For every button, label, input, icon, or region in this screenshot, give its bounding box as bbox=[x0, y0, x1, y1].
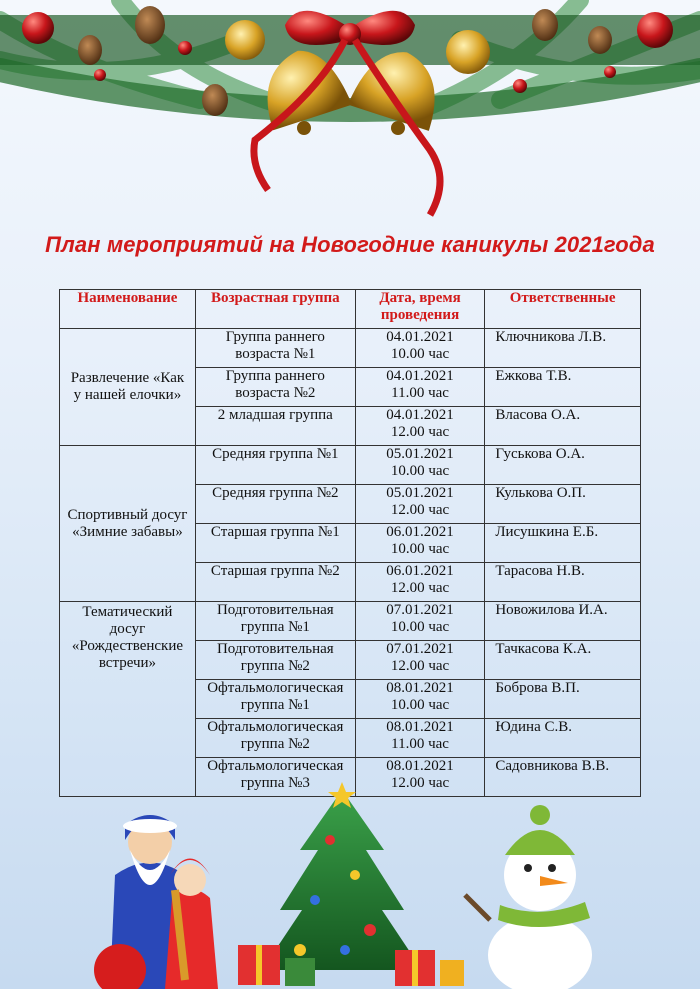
event-time: 11.00 час bbox=[391, 385, 449, 401]
age-group: Средняя группа №2 bbox=[195, 485, 355, 524]
age-group: Группа раннего возраста №2 bbox=[195, 368, 355, 407]
event-name: Тематический досуг «Рождественские встречи» bbox=[60, 602, 196, 797]
age-group: Группа раннего возраста №1 bbox=[195, 329, 355, 368]
table-header-row bbox=[60, 290, 641, 329]
event-name: Развлечение «Как у нашей елочки» bbox=[60, 329, 196, 446]
event-date: 06.01.2021 bbox=[386, 563, 454, 579]
date-time bbox=[355, 602, 485, 641]
responsible: Тачкасова К.А. bbox=[485, 641, 641, 680]
snowman-icon bbox=[465, 805, 592, 989]
date-time bbox=[355, 329, 485, 368]
header-group: Возрастная группа bbox=[195, 290, 355, 329]
responsible: Ежкова Т.В. bbox=[485, 368, 641, 407]
event-time: 10.00 час bbox=[390, 463, 450, 479]
responsible: Ключникова Л.В. bbox=[485, 329, 641, 368]
event-time: 12.00 час bbox=[390, 424, 450, 440]
date-time bbox=[355, 446, 485, 485]
event-date: 07.01.2021 bbox=[386, 602, 454, 618]
event-time: 12.00 час bbox=[390, 775, 450, 791]
responsible: Кулькова О.П. bbox=[485, 485, 641, 524]
date-time bbox=[355, 641, 485, 680]
age-group: Подготовительная группа №1 bbox=[195, 602, 355, 641]
page-title: План мероприятий на Новогодние каникулы 2021года bbox=[45, 232, 655, 257]
events-table bbox=[59, 289, 641, 797]
date-time bbox=[355, 563, 485, 602]
event-time: 12.00 час bbox=[390, 580, 450, 596]
event-time: 12.00 час bbox=[390, 502, 450, 518]
responsible: Лисушкина Е.Б. bbox=[485, 524, 641, 563]
date-time bbox=[355, 407, 485, 446]
event-date: 04.01.2021 bbox=[386, 368, 454, 384]
event-date: 06.01.2021 bbox=[386, 524, 454, 540]
date-time bbox=[355, 524, 485, 563]
age-group: Офтальмологическая группа №2 bbox=[195, 719, 355, 758]
age-group: Средняя группа №1 bbox=[195, 446, 355, 485]
date-time bbox=[355, 680, 485, 719]
event-time: 12.00 час bbox=[390, 658, 450, 674]
date-time bbox=[355, 368, 485, 407]
event-date: 05.01.2021 bbox=[386, 485, 454, 501]
responsible: Гуськова О.А. bbox=[485, 446, 641, 485]
table-row bbox=[60, 602, 641, 641]
header-responsible: Ответственные bbox=[485, 290, 641, 329]
header-name: Наименование bbox=[60, 290, 196, 329]
event-name: Спортивный досуг «Зимние забавы» bbox=[60, 446, 196, 602]
event-time: 10.00 час bbox=[390, 346, 450, 362]
table-row bbox=[60, 446, 641, 485]
christmas-garland-decoration bbox=[0, 0, 700, 240]
event-date: 04.01.2021 bbox=[386, 329, 454, 345]
event-time: 10.00 час bbox=[390, 619, 450, 635]
responsible: Садовникова В.В. bbox=[485, 758, 641, 797]
christmas-tree-icon bbox=[262, 782, 422, 970]
responsible: Тарасова Н.В. bbox=[485, 563, 641, 602]
pine-branches bbox=[0, 0, 700, 110]
event-time: 10.00 час bbox=[390, 697, 450, 713]
age-group: Старшая группа №1 bbox=[195, 524, 355, 563]
event-date: 08.01.2021 bbox=[386, 680, 454, 696]
responsible: Власова О.А. bbox=[485, 407, 641, 446]
header-date: Дата, время проведения bbox=[355, 290, 485, 329]
table-row bbox=[60, 329, 641, 368]
date-time bbox=[355, 719, 485, 758]
event-date: 04.01.2021 bbox=[386, 407, 454, 423]
event-date: 05.01.2021 bbox=[386, 446, 454, 462]
date-time bbox=[355, 485, 485, 524]
age-group: Офтальмологическая группа №3 bbox=[195, 758, 355, 797]
responsible: Юдина С.В. bbox=[485, 719, 641, 758]
age-group: Подготовительная группа №2 bbox=[195, 641, 355, 680]
responsible: Новожилова И.А. bbox=[485, 602, 641, 641]
age-group: Офтальмологическая группа №1 bbox=[195, 680, 355, 719]
age-group: Старшая группа №2 bbox=[195, 563, 355, 602]
event-date: 08.01.2021 bbox=[386, 758, 454, 774]
event-time: 11.00 час bbox=[391, 736, 449, 752]
responsible: Боброва В.П. bbox=[485, 680, 641, 719]
event-date: 07.01.2021 bbox=[386, 641, 454, 657]
event-time: 10.00 час bbox=[390, 541, 450, 557]
age-group: 2 младшая группа bbox=[195, 407, 355, 446]
event-date: 08.01.2021 bbox=[386, 719, 454, 735]
holiday-illustration bbox=[0, 780, 700, 989]
